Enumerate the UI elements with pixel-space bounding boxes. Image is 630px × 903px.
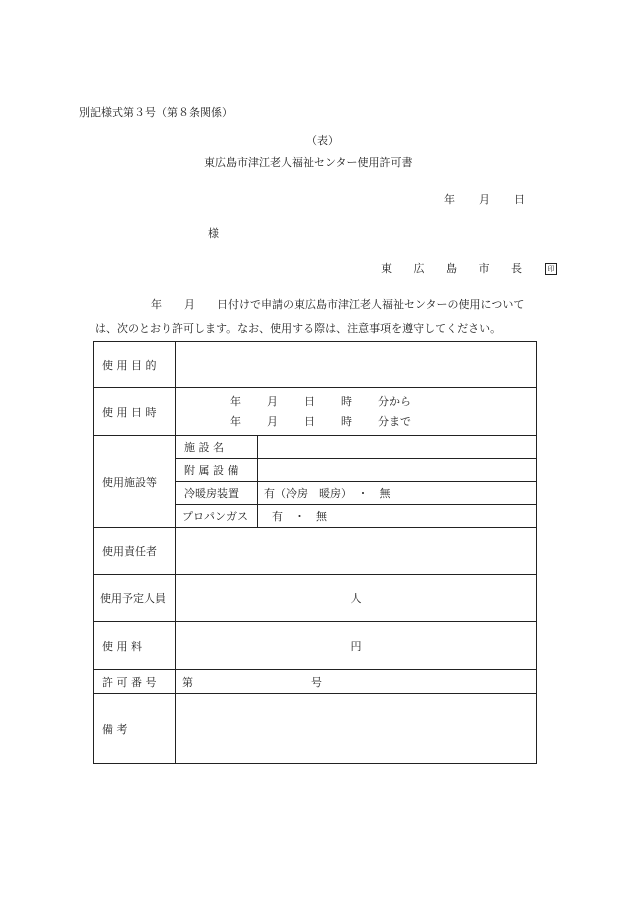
table-row [94, 670, 537, 694]
facility-name-label: 施 設 名 [176, 436, 258, 459]
date-from: 年 月 日 時 分から [230, 394, 411, 408]
facility-name-value [258, 436, 537, 459]
purpose-value [176, 342, 537, 388]
permit-label: 許 可 番 号 [94, 670, 176, 694]
fee-value: 円 [176, 622, 537, 670]
table-row [94, 388, 537, 436]
permission-line-1: 年 月 日付けで申請の東広島市津江老人福祉センターの使用について [151, 298, 525, 311]
fee-label: 使 用 料 [94, 622, 176, 670]
date-to: 年 月 日 時 分まで [230, 414, 411, 428]
issue-date [444, 191, 525, 207]
remarks-label: 備 考 [94, 694, 176, 764]
date-month: 月 [479, 193, 490, 206]
manager-label: 使用責任者 [94, 528, 176, 575]
table-row [94, 528, 537, 575]
propane-label: プロパンガス [176, 505, 258, 528]
people-value: 人 [176, 575, 537, 622]
manager-value [176, 528, 537, 575]
table-row [94, 436, 537, 459]
addressee: 様 [208, 227, 219, 240]
hvac-value: 有（冷房 暖房） ・ 無 [258, 482, 537, 505]
dates-label: 使 用 日 時 [94, 388, 176, 436]
document-title: 東広島市津江老人福祉センター使用許可書 [204, 156, 413, 169]
seal-mark: 印 [545, 263, 557, 275]
table-row [94, 342, 537, 388]
permit-table [93, 341, 537, 764]
date-day: 日 [514, 193, 525, 206]
permission-line-2: は、次のとおり許可します。なお、使用する際は、注意事項を遵守してください。 [95, 322, 502, 335]
form-number: 別記様式第３号（第８条関係） [79, 106, 233, 119]
table-row [94, 694, 537, 764]
side-label: （表） [306, 134, 339, 147]
table-row [94, 575, 537, 622]
remarks-value [176, 694, 537, 764]
permission-text [95, 293, 555, 341]
people-label: 使用予定人員 [94, 575, 176, 622]
equipment-label: 附 属 設 備 [176, 459, 258, 482]
issuer [381, 260, 557, 276]
date-year: 年 [444, 193, 455, 206]
issuer-name: 東 広 島 市 長 [381, 262, 531, 275]
equipment-value [258, 459, 537, 482]
hvac-label: 冷暖房装置 [176, 482, 258, 505]
purpose-label: 使 用 目 的 [94, 342, 176, 388]
permit-value: 第 号 [176, 670, 537, 694]
table-row [94, 622, 537, 670]
facilities-label: 使用施設等 [94, 436, 176, 528]
dates-value [176, 388, 537, 436]
propane-value: 有 ・ 無 [258, 505, 537, 528]
